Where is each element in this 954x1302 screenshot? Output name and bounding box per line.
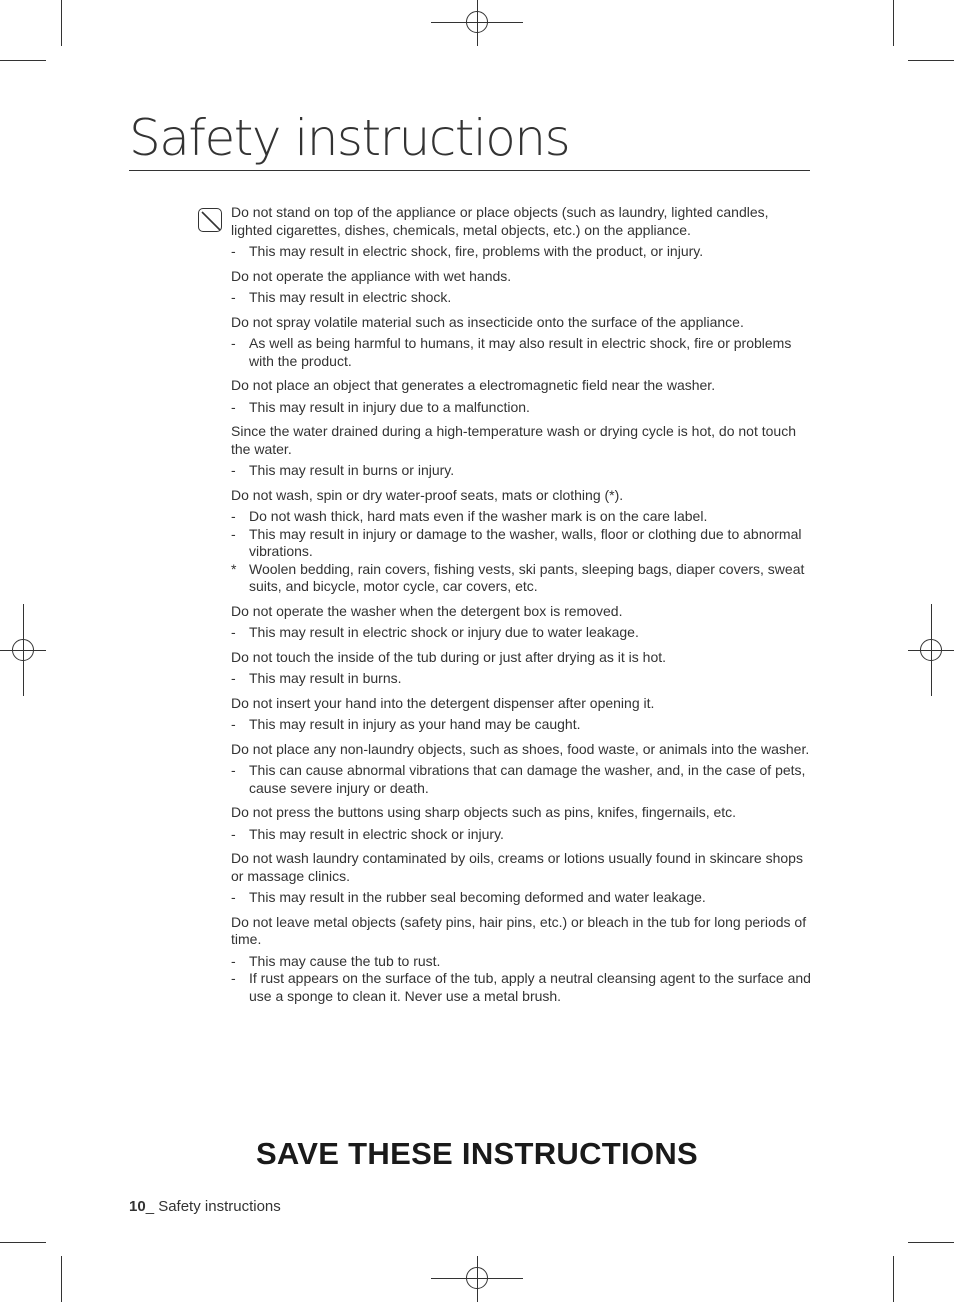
- note-text: This may result in electric shock.: [249, 289, 452, 305]
- instruction-item: [231, 603, 813, 642]
- instruction-text: Do not press the buttons using sharp objects such as pins, knifes, fingernails, etc.: [231, 804, 737, 820]
- note-marker: -: [231, 243, 236, 259]
- save-instructions-heading: SAVE THESE INSTRUCTIONS: [255, 1136, 699, 1171]
- instruction-note: [231, 970, 813, 1005]
- instruction-note: [231, 243, 813, 261]
- note-marker: -: [231, 525, 236, 542]
- instruction-item: [231, 695, 813, 734]
- instruction-text: Do not wash, spin or dry water-proof seats, mats or clothing (*).: [231, 486, 624, 503]
- instruction-note: [231, 561, 813, 596]
- registration-circle: [920, 639, 942, 661]
- instruction-note: [231, 670, 813, 688]
- page-title: [129, 109, 810, 171]
- instruction-note: [231, 526, 813, 561]
- page-footer: [129, 1198, 281, 1215]
- instruction-note: [231, 335, 813, 370]
- page-number: 10: [129, 1198, 146, 1215]
- crop-mark: [908, 60, 954, 61]
- instruction-note: [231, 462, 813, 480]
- crop-mark: [0, 1242, 46, 1243]
- instruction-item: [231, 377, 813, 416]
- instruction-item: [231, 649, 813, 688]
- instruction-item: [231, 914, 813, 1006]
- note-text: This can cause abnormal vibrations that can damage the washer, and, in the case of pets, cause severe injury or death.: [249, 762, 806, 796]
- note-text: This may result in the rubber seal becoming deformed and water leakage.: [249, 889, 706, 905]
- instruction-text: Do not touch the inside of the tub during or just after drying as it is hot.: [231, 648, 667, 665]
- note-text: This may result in burns.: [249, 670, 402, 686]
- note-text: This may result in injury as your hand may be caught.: [249, 716, 581, 732]
- note-marker: -: [231, 508, 236, 524]
- note-marker: -: [231, 398, 236, 415]
- note-marker: -: [231, 335, 236, 351]
- page-title-text: Safety instructions: [129, 109, 570, 167]
- note-marker: -: [231, 762, 236, 778]
- instruction-note: [231, 716, 813, 734]
- note-marker: -: [231, 716, 236, 732]
- crop-mark: [908, 1242, 954, 1243]
- note-marker: -: [231, 970, 236, 986]
- instruction-note: [231, 889, 813, 907]
- note-marker: *: [231, 560, 237, 577]
- footer-label: _ Safety instructions: [145, 1198, 281, 1215]
- note-text: This may result in electric shock or injury.: [249, 825, 504, 842]
- note-text: If rust appears on the surface of the tub, apply a neutral cleansing agent to the surface and use a sponge to clean it. Never use a metal brush.: [249, 970, 811, 1004]
- note-marker: -: [231, 624, 236, 640]
- note-text: This may result in injury due to a malfunction.: [249, 398, 530, 415]
- note-text: This may result in injury or damage to the washer, walls, floor or clothing due to abnormal vibrations.: [249, 525, 802, 559]
- instruction-item: [231, 423, 813, 480]
- registration-circle: [466, 1267, 488, 1289]
- instruction-text: Do not operate the washer when the detergent box is removed.: [231, 602, 623, 619]
- crop-mark: [0, 60, 46, 61]
- note-text: Do not wash thick, hard mats even if the washer mark is on the care label.: [249, 508, 708, 524]
- note-text: This may result in electric shock, fire, problems with the product, or injury.: [249, 243, 704, 259]
- note-marker: -: [231, 889, 236, 905]
- instruction-item: [231, 804, 813, 843]
- instruction-item: [231, 850, 813, 907]
- instruction-text: Do not operate the appliance with wet hands.: [231, 267, 512, 284]
- crop-mark: [893, 0, 894, 46]
- instruction-text: Do not place any non-laundry objects, such as shoes, food waste, or animals into the washer.: [231, 740, 810, 757]
- instruction-item: [231, 204, 813, 261]
- instruction-note: [231, 762, 813, 797]
- note-text: This may result in electric shock or injury due to water leakage.: [249, 624, 639, 640]
- note-text: This may result in burns or injury.: [249, 462, 455, 478]
- crop-mark: [61, 0, 62, 46]
- note-marker: -: [231, 952, 236, 969]
- note-marker: -: [231, 670, 236, 686]
- instruction-item: [231, 314, 813, 371]
- instruction-note: [231, 508, 813, 526]
- safety-list: [231, 204, 813, 1012]
- instruction-text: Do not insert your hand into the detergent dispenser after opening it.: [231, 694, 655, 711]
- instruction-note: [231, 826, 813, 844]
- note-marker: -: [231, 825, 236, 842]
- instruction-item: [231, 741, 813, 798]
- instruction-note: [231, 289, 813, 307]
- note-marker: -: [231, 289, 236, 305]
- instruction-text: Since the water drained during a high-temperature wash or drying cycle is hot, do not touch the water.: [231, 423, 796, 457]
- instruction-text: Do not wash laundry contaminated by oils, creams or lotions usually found in skincare shops or massage clinics.: [231, 850, 803, 884]
- crop-mark: [893, 1256, 894, 1302]
- registration-circle: [12, 639, 34, 661]
- prohibition-icon: [198, 208, 222, 232]
- instruction-item: [231, 487, 813, 596]
- instruction-note: [231, 624, 813, 642]
- registration-circle: [466, 11, 488, 33]
- instruction-text: Do not spray volatile material such as insecticide onto the surface of the appliance.: [231, 313, 744, 330]
- note-marker: -: [231, 462, 236, 478]
- instruction-text: Do not leave metal objects (safety pins, hair pins, etc.) or bleach in the tub for long periods of time.: [231, 913, 807, 947]
- instruction-note: [231, 399, 813, 417]
- crop-mark: [61, 1256, 62, 1302]
- note-text: As well as being harmful to humans, it may also result in electric shock, fire or problems with the product.: [249, 335, 792, 369]
- instruction-text: Do not stand on top of the appliance or place objects (such as laundry, lighted candles, lighted cigarettes, dishes, chemicals, metal objects, etc.) on the appliance.: [231, 204, 769, 238]
- instruction-note: [231, 953, 813, 971]
- note-text: Woolen bedding, rain covers, fishing vests, ski pants, sleeping bags, diaper covers, sweat suits, and bicycle, motor cycle, car covers, etc.: [249, 560, 805, 594]
- instruction-item: [231, 268, 813, 307]
- instruction-text: Do not place an object that generates a electromagnetic field near the washer.: [231, 377, 716, 393]
- note-text: This may cause the tub to rust.: [249, 952, 441, 969]
